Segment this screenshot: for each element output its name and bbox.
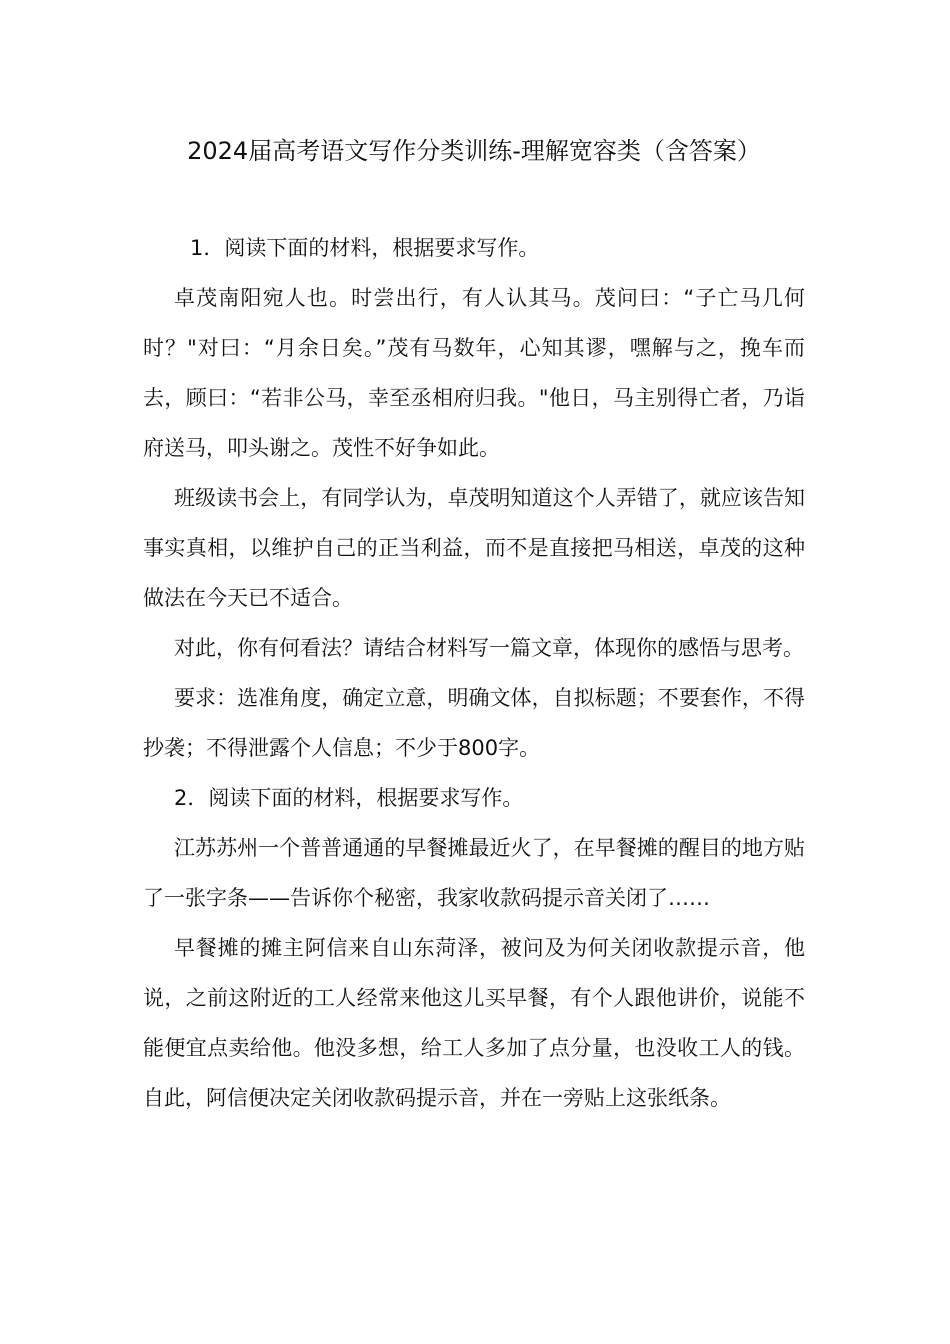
document-title: 2024届高考语文写作分类训练-理解宽容类（含答案） [187,137,761,165]
paragraph: 早餐摊的摊主阿信来自山东菏泽，被问及为何关闭收款提示音，他说，之前这附近的工人经常来他这儿买早餐，有个人跟他讲价，说能不能便宜点卖给他。他没多想，给工人多加了点分量，也没收工人的钱。自此，阿信便决定关闭收款码提示音，并在一旁贴上这张纸条。 [143,936,805,1110]
question-2 [143,773,805,1123]
question-heading: 2．阅读下面的材料，根据要求写作。 [174,786,524,810]
paragraph: 要求：选准角度，确定立意，明确文体，自拟标题；不要套作，不得抄袭；不得泄露个人信息；不少于800字。 [143,686,805,760]
question-1 [143,223,805,773]
document-body [143,223,805,1123]
paragraph: 对此，你有何看法？请结合材料写一篇文章，体现你的感悟与思考。 [174,636,804,660]
paragraph: 江苏苏州一个普普通通的早餐摊最近火了，在早餐摊的醒目的地方贴了一张字条——告诉你个秘密，我家收款码提示音关闭了…… [143,836,805,910]
paragraph: 班级读书会上，有同学认为，卓茂明知道这个人弄错了，就应该告知事实真相，以维护自己的正当利益，而不是直接把马相送，卓茂的这种做法在今天已不适合。 [143,486,805,610]
question-heading: 1．阅读下面的材料，根据要求写作。 [190,236,540,260]
paragraph: 卓茂南阳宛人也。时尝出行，有人认其马。茂问曰：“子亡马几何时？"对曰：“月余日矣。”茂有马数年，心知其谬，嘿解与之，挽车而去，顾曰：“若非公马，幸至丞相府归我。"他日，马主别得亡者，乃诣府送马，叩头谢之。茂性不好争如此。 [143,286,805,460]
